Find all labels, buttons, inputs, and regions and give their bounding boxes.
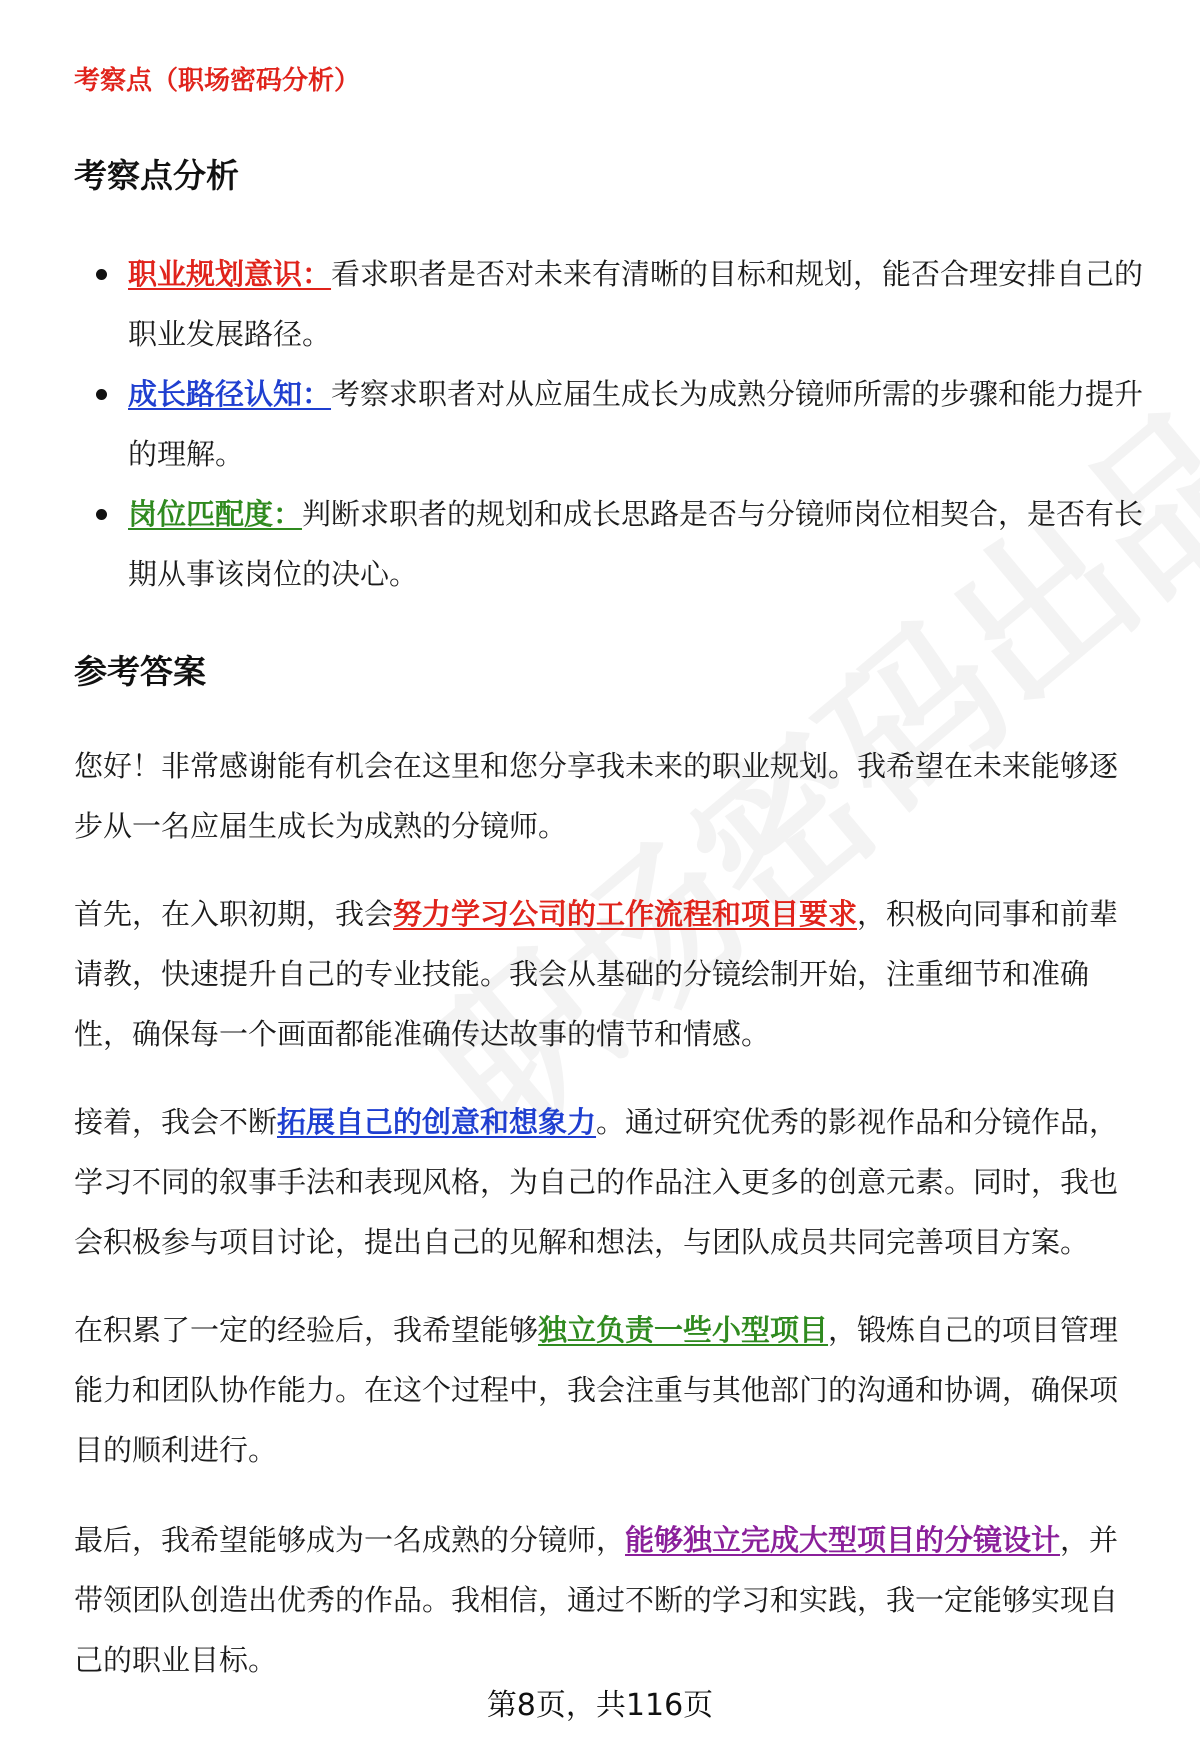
bullet-icon xyxy=(96,389,107,400)
paragraph-text: ，积极向同事和前辈请教，快速提升自己的专业技能。我会从基础的分镜绘制开始，注重细节和准确性，确保每一个画面都能准确传达故事的情节和情感。 xyxy=(74,897,1119,1051)
paragraph-text: 首先，在入职初期，我会 xyxy=(74,897,394,931)
list-item xyxy=(74,484,1146,604)
paragraph-text: 最后，我希望能够成为一名成熟的分镜师， xyxy=(74,1523,626,1557)
point-text: 看求职者是否对未来有清晰的目标和规划，能否合理安排自己的职业发展路径。 xyxy=(128,257,1144,351)
paragraph-highlight: 能够独立完成大型项目的分镜设计 xyxy=(625,1523,1061,1557)
list-item xyxy=(74,364,1146,484)
section-tag: 考察点（职场密码分析） xyxy=(74,66,361,96)
paragraph-text: 。通过研究优秀的影视作品和分镜作品，学习不同的叙事手法和表现风格，为自己的作品注入更多的创意元素。同时，我也会积极参与项目讨论，提出自己的见解和想法，与团队成员共同完善项目方案。 xyxy=(74,1105,1119,1259)
point-text: 考察求职者对从应届生成长为成熟分镜师所需的步骤和能力提升的理解。 xyxy=(128,377,1144,471)
paragraph-highlight: 独立负责一些小型项目 xyxy=(538,1313,829,1347)
bullet-icon xyxy=(96,509,107,520)
paragraph-text: ，锻炼自己的项目管理能力和团队协作能力。在这个过程中，我会注重与其他部门的沟通和协调，确保项目的顺利进行。 xyxy=(74,1313,1119,1467)
page-number: 第8页，共116页 xyxy=(486,1688,714,1723)
answer-paragraph xyxy=(74,1092,1146,1272)
bullet-icon xyxy=(96,269,107,280)
point-text: 判断求职者的规划和成长思路是否与分镜师岗位相契合，是否有长期从事该岗位的决心。 xyxy=(128,497,1144,591)
paragraph-highlight: 努力学习公司的工作流程和项目要求 xyxy=(393,897,858,931)
answer-heading: 参考答案 xyxy=(74,652,206,691)
paragraph-text: 接着，我会不断 xyxy=(74,1105,278,1139)
point-keyword: 职业规划意识： xyxy=(128,257,332,291)
answer-paragraph xyxy=(74,884,1146,1064)
paragraph-text: 在积累了一定的经验后，我希望能够 xyxy=(74,1313,539,1347)
paragraph-text: 您好！非常感谢能有机会在这里和您分享我未来的职业规划。我希望在未来能够逐步从一名应届生成长为成熟的分镜师。 xyxy=(74,749,1119,843)
answer-paragraph xyxy=(74,1300,1146,1480)
point-keyword: 岗位匹配度： xyxy=(128,497,303,531)
list-item xyxy=(74,244,1146,364)
answer-paragraph xyxy=(74,1510,1146,1690)
analysis-points-list xyxy=(74,244,1146,604)
paragraph-highlight: 拓展自己的创意和想象力 xyxy=(277,1105,597,1139)
analysis-heading: 考察点分析 xyxy=(74,156,239,195)
answer-paragraph xyxy=(74,736,1146,856)
paragraph-text: ，并带领团队创造出优秀的作品。我相信，通过不断的学习和实践，我一定能够实现自己的职业目标。 xyxy=(74,1523,1119,1677)
point-keyword: 成长路径认知： xyxy=(128,377,332,411)
